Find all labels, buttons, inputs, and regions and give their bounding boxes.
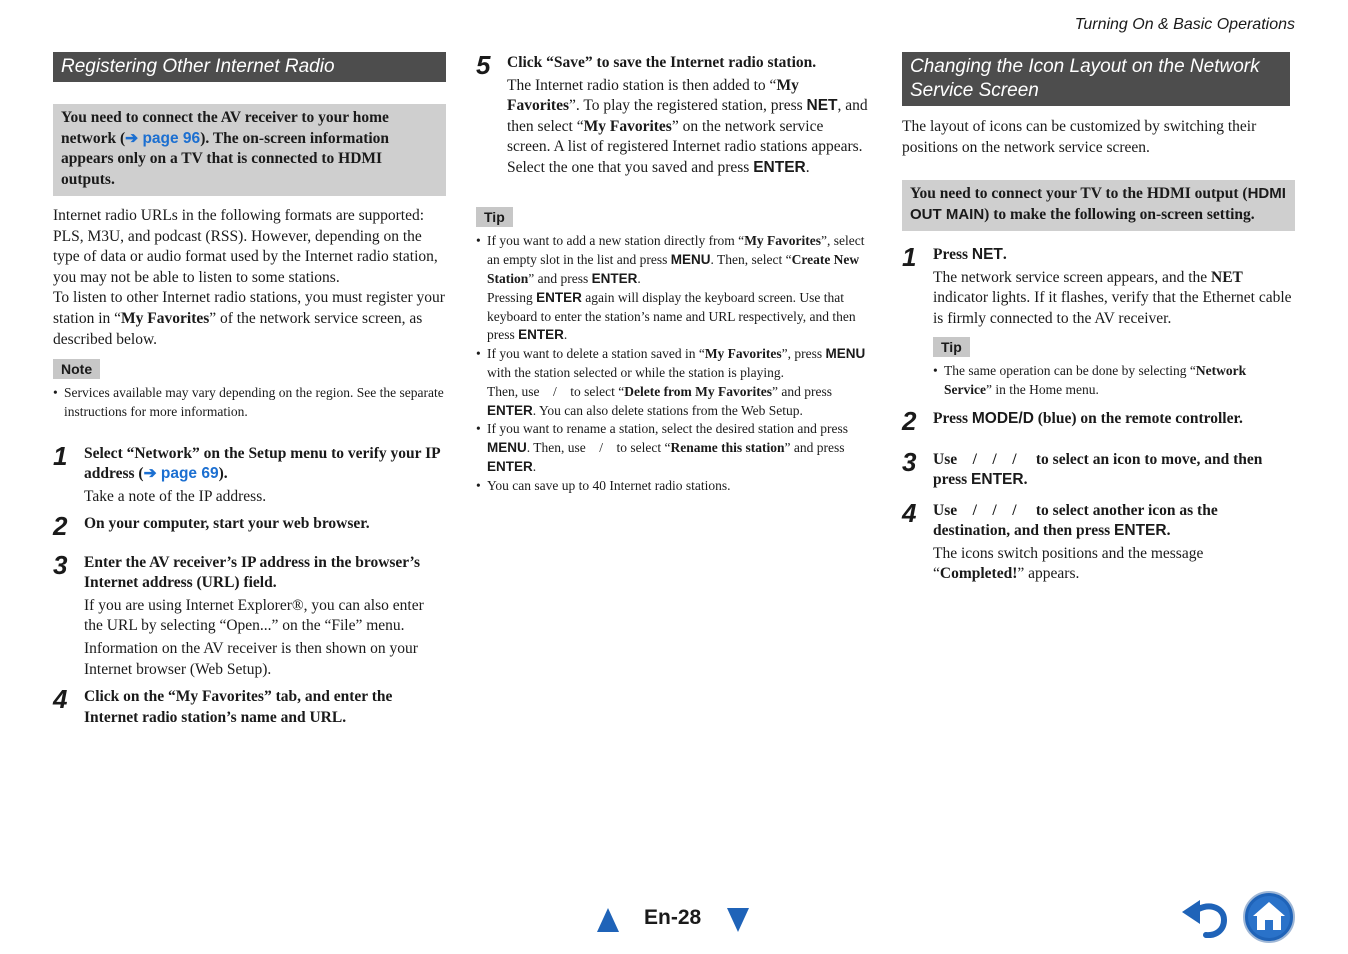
step-body: The icons switch positions and the message “Completed!” appears.	[933, 544, 1204, 583]
note-item: • Services available may vary depending on the region. See the separate instructions for more information.	[53, 384, 446, 422]
home-icon[interactable]	[1242, 890, 1296, 944]
formats-paragraph: Internet radio URLs in the following formats are supported: PLS, M3U, and podcast (RSS). However, depending on the type of data or audio format used by the Internet radio station, you may not be able to listen to some stations.	[53, 207, 438, 286]
step-body: If you are using Internet Explorer®, you can also enter the URL by selecting “Open...” on the “File” menu.	[84, 596, 424, 635]
step-body: Take a note of the IP address.	[84, 487, 267, 505]
step-2	[902, 406, 1295, 437]
tip-item: • You can save up to 40 Internet radio stations.	[476, 477, 870, 496]
tip-item: • If you want to rename a station, select the desired station and press MENU. Then, use / to select “Rename this station” and press ENTER.	[476, 420, 870, 476]
step-heading: Click “Save” to save the Internet radio station.	[507, 54, 817, 71]
step-heading: Click on the “My Favorites” tab, and enter the Internet radio station’s name and URL.	[84, 688, 393, 726]
tip-label: Tip	[476, 207, 513, 227]
step-body: The Internet radio station is then added to “My Favorites”. To play the registered station, press NET, and then select “My Favorites” on the network service screen. A list of registered Internet radio stations appears. Select the one that you saved and press ENTER.	[507, 76, 868, 176]
step-3	[53, 549, 446, 680]
section-header: Turning On & Basic Operations	[1074, 16, 1295, 33]
middle-column	[476, 50, 870, 496]
step-5	[476, 50, 870, 178]
triangle-down-icon[interactable]	[727, 908, 749, 932]
step-1	[902, 242, 1295, 400]
requirement-box: You need to connect the AV receiver to your home network (➔ page 96). The on-screen information appears only on a TV that is connected to HDMI outputs.	[53, 104, 446, 196]
step-number: 1	[902, 242, 917, 273]
register-paragraph: To listen to other Internet radio stations, you must register your station in “My Favorites” of the network service screen, as described below.	[53, 289, 445, 348]
page-link-69[interactable]: ➔ page 69	[143, 465, 219, 483]
page-footer	[0, 898, 1348, 942]
step-body: The network service screen appears, and the NET indicator lights. If it flashes, verify that the Ethernet cable is firmly connected to the AV receiver.	[933, 268, 1292, 327]
tip-item: • The same operation can be done by selecting “Network Service” in the Home menu.	[933, 362, 1295, 400]
step-number: 2	[53, 511, 68, 542]
tip-label: Tip	[933, 337, 970, 357]
step-number: 2	[902, 406, 917, 437]
note-list	[53, 384, 446, 422]
return-arrow-icon[interactable]	[1180, 898, 1230, 938]
page-link-96[interactable]: ➔ page 96	[125, 129, 201, 147]
step-number: 1	[53, 440, 68, 471]
step-1	[53, 440, 446, 508]
step-heading: Enter the AV receiver’s IP address in the browser’s Internet address (URL) field.	[84, 553, 421, 592]
section-title-register-radio: Registering Other Internet Radio	[53, 52, 446, 82]
step-heading: Press MODE/D (blue) on the remote controller.	[933, 410, 1243, 428]
step-heading: Press NET.	[933, 246, 1007, 264]
triangle-up-icon[interactable]	[597, 908, 619, 932]
right-column	[902, 52, 1295, 585]
tip-list	[476, 232, 870, 495]
page-number: En-28	[644, 906, 702, 929]
step-2	[53, 511, 446, 542]
step-number: 4	[53, 684, 68, 715]
step-number: 3	[902, 446, 917, 477]
step-heading: Select “Network” on the Setup menu to verify your IP address (➔ page 69).	[84, 444, 440, 483]
step-body: Information on the AV receiver is then shown on your Internet browser (Web Setup).	[84, 640, 418, 678]
step-number: 3	[53, 549, 68, 580]
tip-list	[933, 362, 1295, 400]
step-4	[902, 497, 1295, 585]
step-heading: On your computer, start your web browser.	[84, 515, 370, 533]
step-number: 4	[902, 497, 917, 528]
tip-item: • If you want to add a new station directly from “My Favorites”, select an empty slot in the list and press MENU. Then, select “Create New Station” and press ENTER. Pressing ENTER again will display the keyboard screen. Use that keyboard to enter the station’s name and URL respectively, and then press ENTER.	[476, 232, 870, 345]
step-4	[53, 684, 446, 728]
step-heading: Use / / / to select an icon to move, and then press ENTER.	[933, 450, 1267, 489]
step-heading: Use / / / to select another icon as the destination, and then press ENTER.	[933, 501, 1222, 540]
tip-item: • If you want to delete a station saved in “My Favorites”, press MENU with the station selected or while the station is playing. Then, use / to select “Delete from My Favorites” and press ENTER. You can also delete stations from the Web Setup.	[476, 345, 870, 420]
step-number: 5	[476, 50, 491, 80]
requirement-box: You need to connect your TV to the HDMI output (HDMI OUT MAIN) to make the following on-screen setting.	[902, 180, 1295, 231]
intro-paragraph: The layout of icons can be customized by switching their positions on the network service screen.	[902, 118, 1257, 156]
note-label: Note	[53, 359, 100, 379]
step-3	[902, 446, 1295, 491]
left-column	[53, 52, 446, 728]
section-title-icon-layout: Changing the Icon Layout on the Network Service Screen	[902, 52, 1290, 106]
